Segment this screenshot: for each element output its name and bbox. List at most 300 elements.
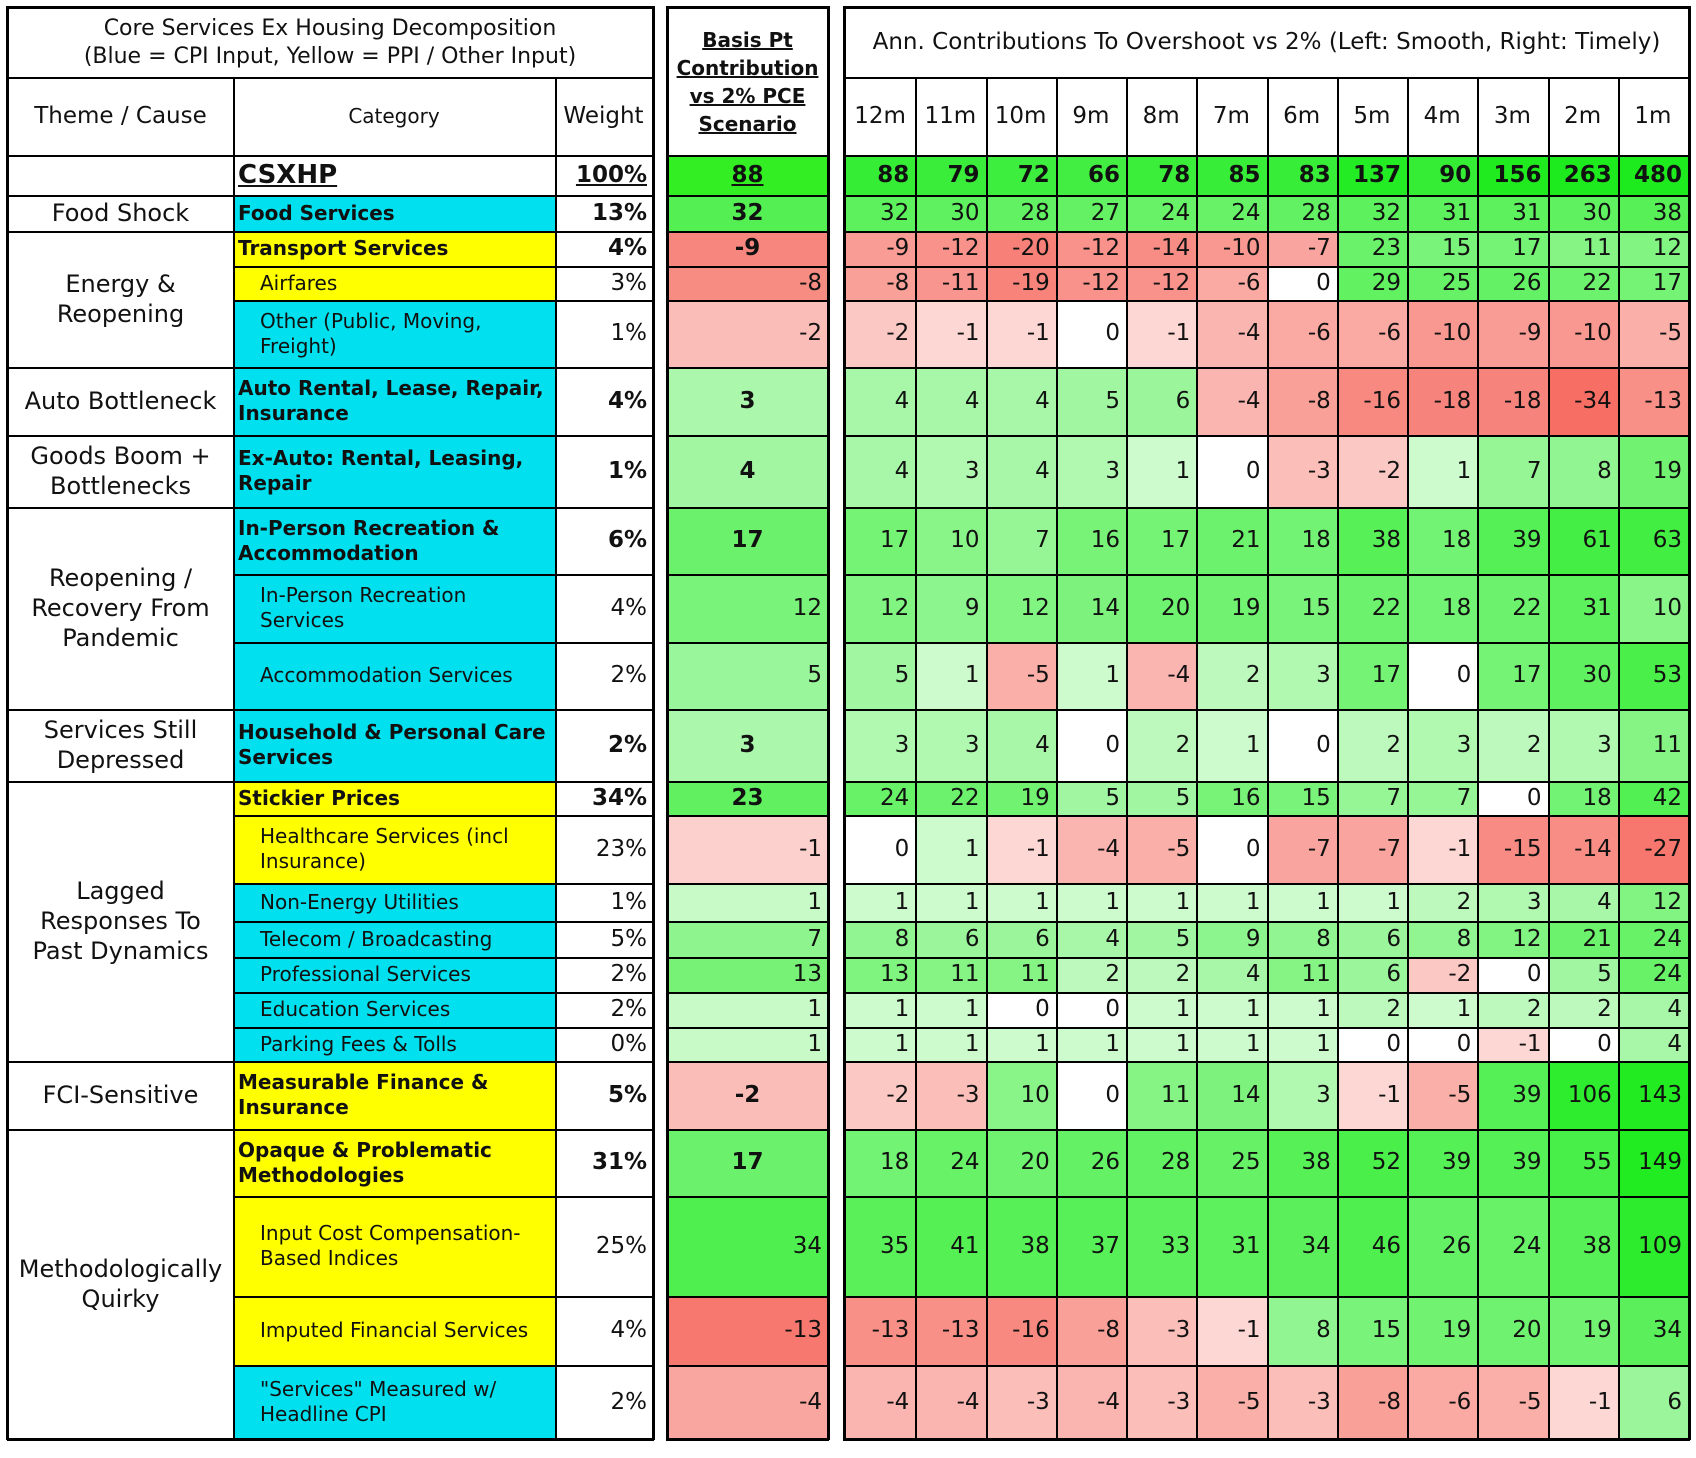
category-label: Ex-Auto: Rental, Leasing, Repair	[233, 435, 555, 507]
period-value: -12	[915, 231, 985, 266]
period-value: 0	[1056, 1061, 1126, 1129]
period-value: -5	[1477, 1365, 1547, 1439]
contribution-value: -2	[668, 300, 827, 367]
category-label: CSXHP	[233, 155, 555, 195]
period-value: -13	[915, 1296, 985, 1365]
period-value: 1	[845, 1027, 915, 1061]
period-value: 41	[915, 1196, 985, 1296]
period-value: 11	[1548, 231, 1618, 266]
grid-line	[668, 709, 827, 711]
period-value: 19	[986, 781, 1056, 815]
period-value: 79	[915, 155, 985, 195]
period-value: 1	[915, 815, 985, 883]
period-value: 3	[1056, 435, 1126, 507]
period-value: -1	[1548, 1365, 1618, 1439]
period-value: 1	[986, 883, 1056, 921]
period-value: 15	[1407, 231, 1477, 266]
period-value: 1	[986, 1027, 1056, 1061]
period-value: 17	[1477, 231, 1547, 266]
period-value: 24	[1477, 1196, 1547, 1296]
grid-line	[668, 367, 827, 369]
period-value: 4	[1196, 957, 1266, 992]
weight-value: 2%	[610, 1388, 647, 1415]
grid-line	[666, 1438, 829, 1441]
period-value: -10	[1407, 300, 1477, 367]
period-value: 24	[1618, 921, 1688, 957]
grid-line	[233, 1365, 652, 1367]
grid-line	[845, 1196, 1688, 1198]
period-value: 480	[1618, 155, 1688, 195]
weight-value: 100%	[575, 161, 647, 188]
period-value: -1	[1337, 1061, 1407, 1129]
period-value: -4	[1196, 300, 1266, 367]
period-value: 0	[1267, 266, 1337, 300]
period-value: 10	[915, 507, 985, 574]
period-value: 29	[1337, 266, 1407, 300]
period-value: 4	[845, 367, 915, 435]
period-value: 30	[915, 195, 985, 231]
period-value: 12	[845, 574, 915, 642]
period-value: 32	[845, 195, 915, 231]
weight-value: 1%	[610, 888, 647, 915]
period-value: 4	[986, 435, 1056, 507]
period-value: 4	[1618, 992, 1688, 1027]
period-value: -3	[986, 1365, 1056, 1439]
period-value: 0	[1337, 1027, 1407, 1061]
grid-line	[845, 507, 1688, 509]
contribution-value: 23	[668, 781, 827, 815]
period-value: 1	[915, 883, 985, 921]
period-value: -19	[986, 266, 1056, 300]
period-value: 16	[1056, 507, 1126, 574]
period-value: -27	[1618, 815, 1688, 883]
contribution-value: 1	[668, 1027, 827, 1061]
period-value: 15	[1267, 781, 1337, 815]
period-value: 1	[1056, 642, 1126, 709]
period-value: 1	[1126, 992, 1196, 1027]
grid-line	[845, 1027, 1688, 1029]
grid-line	[233, 992, 652, 994]
period-value: 0	[1267, 709, 1337, 781]
grid-line	[845, 367, 1688, 369]
category-label: Non-Energy Utilities	[233, 883, 555, 921]
period-value: 0	[1196, 815, 1266, 883]
period-value: 35	[845, 1196, 915, 1296]
period-value: 11	[1618, 709, 1688, 781]
period-value: 17	[845, 507, 915, 574]
period-value: 28	[1126, 1129, 1196, 1196]
grid-line	[1548, 77, 1550, 1439]
period-value: 8	[1407, 921, 1477, 957]
period-value: -9	[1477, 300, 1547, 367]
period-value: 24	[1618, 957, 1688, 992]
period-value: -18	[1477, 367, 1547, 435]
period-value: 4	[1056, 921, 1126, 957]
period-value: 20	[1126, 574, 1196, 642]
theme-label: Goods Boom + Bottlenecks	[30, 442, 211, 500]
contribution-value: -8	[668, 266, 827, 300]
period-value: 6	[915, 921, 985, 957]
period-value: -1	[1126, 300, 1196, 367]
period-value: 2	[1126, 709, 1196, 781]
period-value: 4	[845, 435, 915, 507]
period-value: -16	[1337, 367, 1407, 435]
period-value: 17	[1477, 642, 1547, 709]
period-value: 1	[915, 642, 985, 709]
period-value: 7	[1337, 781, 1407, 815]
period-value: 61	[1548, 507, 1618, 574]
period-value: -5	[1407, 1061, 1477, 1129]
weight-value: 4%	[610, 594, 647, 621]
weight-value: 3%	[610, 269, 647, 296]
period-value: 263	[1548, 155, 1618, 195]
grid-line	[1056, 77, 1058, 1439]
period-value: 12	[1477, 921, 1547, 957]
period-header: 4m	[1423, 102, 1461, 129]
period-value: -4	[1126, 642, 1196, 709]
contribution-value: 1	[668, 883, 827, 921]
period-value: -1	[1196, 1296, 1266, 1365]
period-value: 38	[1548, 1196, 1618, 1296]
period-value: 16	[1196, 781, 1266, 815]
period-value: 149	[1618, 1129, 1688, 1196]
grid-line	[233, 77, 235, 1439]
period-value: 26	[1407, 1196, 1477, 1296]
grid-line	[1267, 77, 1269, 1439]
period-value: 5	[1056, 781, 1126, 815]
grid-line	[845, 574, 1688, 576]
grid-line	[827, 6, 830, 1440]
grid-line	[845, 815, 1688, 817]
period-value: 25	[1407, 266, 1477, 300]
period-value: 27	[1056, 195, 1126, 231]
period-value: -11	[915, 266, 985, 300]
grid-line	[7, 435, 652, 437]
period-value: 3	[1407, 709, 1477, 781]
period-value: 15	[1267, 574, 1337, 642]
period-value: 17	[1618, 266, 1688, 300]
period-value: 20	[1477, 1296, 1547, 1365]
period-value: 8	[1548, 435, 1618, 507]
contribution-value: 5	[668, 642, 827, 709]
period-header: 1m	[1634, 102, 1672, 129]
period-value: 39	[1477, 1061, 1547, 1129]
contribution-value: 88	[668, 155, 827, 195]
period-value: 1	[1267, 992, 1337, 1027]
period-value: -3	[1267, 435, 1337, 507]
period-value: 66	[1056, 155, 1126, 195]
grid-line	[668, 574, 827, 576]
period-value: -5	[986, 642, 1056, 709]
grid-line	[233, 957, 652, 959]
theme-label: FCI-Sensitive	[42, 1081, 199, 1109]
theme-label: Reopening / Recovery From Pandemic	[31, 564, 210, 652]
contribution-value: 34	[668, 1196, 827, 1296]
period-value: 3	[915, 435, 985, 507]
period-value: -2	[845, 300, 915, 367]
weight-value: 2%	[610, 961, 647, 988]
period-value: 1	[1267, 1027, 1337, 1061]
period-value: 32	[1337, 195, 1407, 231]
period-value: 23	[1337, 231, 1407, 266]
period-value: 21	[1196, 507, 1266, 574]
period-value: 5	[1056, 367, 1126, 435]
category-label: Other (Public, Moving, Freight)	[233, 300, 555, 367]
period-value: 2	[1126, 957, 1196, 992]
period-value: 24	[915, 1129, 985, 1196]
period-value: 11	[986, 957, 1056, 992]
period-value: 2	[1477, 992, 1547, 1027]
period-value: 0	[1407, 642, 1477, 709]
period-value: 1	[1056, 883, 1126, 921]
grid-line	[233, 642, 652, 644]
period-value: -1	[915, 300, 985, 367]
period-value: 38	[1267, 1129, 1337, 1196]
grid-line	[668, 957, 827, 959]
period-value: -2	[1407, 957, 1477, 992]
period-value: 9	[915, 574, 985, 642]
period-value: 20	[986, 1129, 1056, 1196]
grid-line	[845, 266, 1688, 268]
category-label: Education Services	[233, 992, 555, 1027]
grid-line	[666, 6, 669, 1440]
grid-line	[666, 6, 829, 9]
period-value: 0	[1056, 709, 1126, 781]
grid-line	[845, 1365, 1688, 1367]
period-value: 2	[1407, 883, 1477, 921]
grid-line	[233, 921, 652, 923]
weight-value: 5%	[610, 925, 647, 952]
period-value: 1	[1407, 435, 1477, 507]
period-value: 2	[1337, 709, 1407, 781]
period-value: -6	[1337, 300, 1407, 367]
period-value: 1	[1267, 883, 1337, 921]
period-value: 1	[1337, 883, 1407, 921]
weight-value: 34%	[591, 784, 647, 811]
category-label: Professional Services	[233, 957, 555, 992]
period-value: -4	[845, 1365, 915, 1439]
period-value: 6	[1126, 367, 1196, 435]
period-value: -20	[986, 231, 1056, 266]
grid-line	[845, 231, 1688, 233]
grid-line	[668, 642, 827, 644]
grid-line	[668, 435, 827, 437]
weight-value: 13%	[591, 199, 647, 226]
theme-label: Auto Bottleneck	[24, 387, 217, 415]
period-value: 2	[1477, 709, 1547, 781]
period-value: 22	[915, 781, 985, 815]
category-label: Transport Services	[233, 231, 555, 266]
contribution-value: -9	[668, 231, 827, 266]
period-value: 15	[1337, 1296, 1407, 1365]
period-value: 26	[1056, 1129, 1126, 1196]
period-value: -9	[845, 231, 915, 266]
period-value: 10	[1618, 574, 1688, 642]
grid-line	[668, 781, 827, 783]
weight-value: 23%	[595, 835, 647, 862]
grid-line	[668, 507, 827, 509]
grid-line	[668, 883, 827, 885]
weight-value: 2%	[610, 996, 647, 1023]
grid-line	[7, 1061, 652, 1063]
period-value: 0	[845, 815, 915, 883]
period-value: 12	[1618, 231, 1688, 266]
period-value: 52	[1337, 1129, 1407, 1196]
period-value: -7	[1267, 231, 1337, 266]
period-value: 3	[845, 709, 915, 781]
period-value: 8	[845, 921, 915, 957]
period-value: 0	[1056, 992, 1126, 1027]
period-value: -6	[1267, 300, 1337, 367]
period-value: 5	[845, 642, 915, 709]
grid-line	[668, 231, 827, 233]
period-value: 6	[986, 921, 1056, 957]
category-label: Measurable Finance & Insurance	[233, 1061, 555, 1129]
category-label: Opaque & Problematic Methodologies	[233, 1129, 555, 1196]
period-header: 9m	[1072, 102, 1110, 129]
period-value: 1	[1196, 883, 1266, 921]
grid-line	[915, 77, 917, 1439]
period-value: 0	[1196, 435, 1266, 507]
grid-line	[7, 709, 652, 711]
period-value: 30	[1548, 642, 1618, 709]
period-value: 0	[1477, 957, 1547, 992]
category-label: Food Services	[233, 195, 555, 231]
period-value: -3	[1267, 1365, 1337, 1439]
period-value: -6	[1196, 266, 1266, 300]
weight-value: 4%	[610, 1317, 647, 1344]
grid-line	[7, 1129, 652, 1131]
grid-line	[233, 574, 652, 576]
grid-line	[986, 77, 988, 1439]
period-value: 8	[1267, 1296, 1337, 1365]
period-value: -2	[845, 1061, 915, 1129]
period-header: 5m	[1353, 102, 1391, 129]
grid-line	[668, 1365, 827, 1367]
category-label: Imputed Financial Services	[233, 1296, 555, 1365]
period-value: 55	[1548, 1129, 1618, 1196]
grid-line	[668, 921, 827, 923]
period-value: 25	[1196, 1129, 1266, 1196]
period-value: 1	[915, 1027, 985, 1061]
period-value: 24	[845, 781, 915, 815]
period-value: -13	[1618, 367, 1688, 435]
period-value: 19	[1407, 1296, 1477, 1365]
period-value: 12	[986, 574, 1056, 642]
period-value: 19	[1196, 574, 1266, 642]
grid-line	[233, 883, 652, 885]
period-value: 18	[1407, 574, 1477, 642]
period-value: 4	[1548, 883, 1618, 921]
grid-line	[845, 992, 1688, 994]
period-value: 46	[1337, 1196, 1407, 1296]
period-value: -14	[1548, 815, 1618, 883]
period-value: 14	[1196, 1061, 1266, 1129]
period-value: 39	[1407, 1129, 1477, 1196]
category-label: Telecom / Broadcasting	[233, 921, 555, 957]
period-value: 22	[1477, 574, 1547, 642]
grid-line	[668, 992, 827, 994]
grid-line	[7, 1438, 654, 1441]
grid-line	[843, 6, 846, 1440]
contribution-value: 17	[668, 1129, 827, 1196]
period-value: 2	[1196, 642, 1266, 709]
period-value: 5	[1548, 957, 1618, 992]
period-value: 4	[915, 367, 985, 435]
grid-line	[1196, 77, 1198, 1439]
period-value: 28	[1267, 195, 1337, 231]
period-value: 2	[1548, 992, 1618, 1027]
theme-label	[8, 155, 233, 195]
grid-line	[233, 815, 652, 817]
theme-label: Energy & Reopening	[56, 270, 185, 328]
weight-value: 1%	[607, 457, 647, 484]
period-value: -3	[1126, 1365, 1196, 1439]
period-value: 18	[1407, 507, 1477, 574]
period-value: 38	[1337, 507, 1407, 574]
weight-value: 5%	[607, 1081, 647, 1108]
period-value: 5	[1126, 781, 1196, 815]
contribution-value: -13	[668, 1296, 827, 1365]
grid-line	[1126, 77, 1128, 1439]
period-value: 1	[845, 883, 915, 921]
period-value: 1	[1126, 435, 1196, 507]
period-value: -15	[1477, 815, 1547, 883]
period-value: -8	[1056, 1296, 1126, 1365]
period-value: 11	[1126, 1061, 1196, 1129]
period-value: 34	[1267, 1196, 1337, 1296]
grid-line	[668, 815, 827, 817]
period-header: 12m	[854, 102, 906, 129]
period-value: 30	[1548, 195, 1618, 231]
period-value: 2	[1056, 957, 1126, 992]
period-value: 3	[1477, 883, 1547, 921]
period-value: -5	[1126, 815, 1196, 883]
period-value: 7	[1477, 435, 1547, 507]
grid-line	[668, 300, 827, 302]
period-value: 78	[1126, 155, 1196, 195]
period-value: 19	[1618, 435, 1688, 507]
contribution-value: 4	[668, 435, 827, 507]
period-header: 10m	[994, 102, 1047, 129]
period-value: 31	[1407, 195, 1477, 231]
period-value: 18	[845, 1129, 915, 1196]
weight-value: 6%	[607, 527, 647, 554]
period-value: 4	[986, 709, 1056, 781]
grid-line	[668, 1129, 827, 1131]
period-value: -14	[1126, 231, 1196, 266]
contribution-value: 3	[668, 367, 827, 435]
period-value: 24	[1196, 195, 1266, 231]
grid-line	[1407, 77, 1409, 1439]
col-header-contribution: Basis Pt Contribution vs 2% PCE Scenario	[676, 27, 819, 136]
period-value: -1	[1407, 815, 1477, 883]
period-value: 13	[845, 957, 915, 992]
theme-label: Food Shock	[51, 199, 190, 227]
period-value: 137	[1337, 155, 1407, 195]
contribution-value: -4	[668, 1365, 827, 1439]
grid-line	[845, 435, 1688, 437]
period-value: 28	[986, 195, 1056, 231]
period-value: -1	[1477, 1027, 1547, 1061]
period-value: 1	[915, 992, 985, 1027]
category-label: Parking Fees & Tolls	[233, 1027, 555, 1061]
contribution-value: 12	[668, 574, 827, 642]
contribution-value: 7	[668, 921, 827, 957]
period-header: 6m	[1283, 102, 1321, 129]
period-value: -16	[986, 1296, 1056, 1365]
category-label: Auto Rental, Lease, Repair, Insurance	[233, 367, 555, 435]
